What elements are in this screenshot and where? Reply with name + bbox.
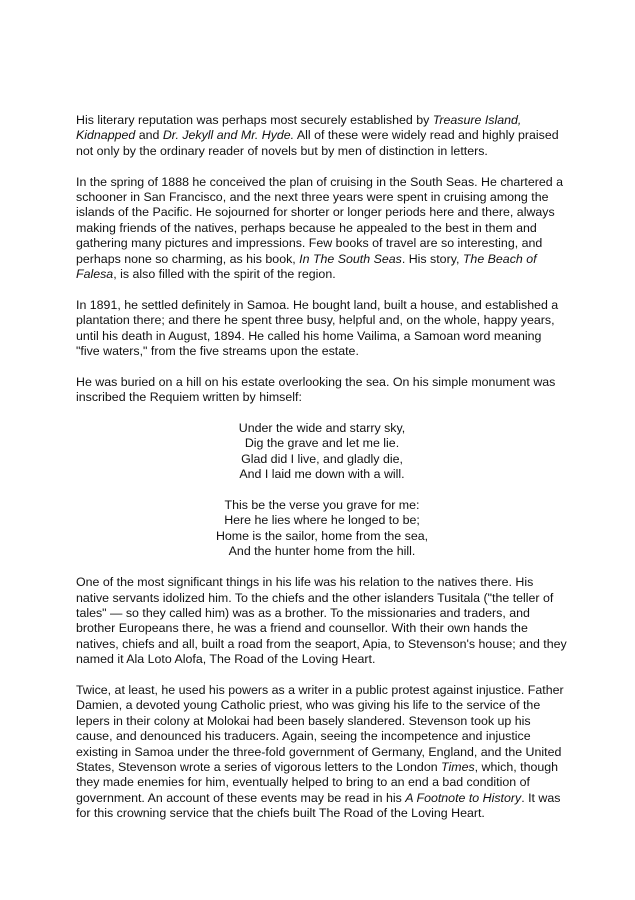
body-after-poem [76,575,568,821]
text-run: and [135,128,163,143]
text-run: . His story, [401,251,463,266]
poem-line: This be the verse you grave for me: [224,498,420,513]
poem-line: Under the wide and starry sky, [238,421,406,436]
poem-stanza [76,421,568,483]
text-run: Twice, at least, he used his powers as a writer in a public protest against injustice. Father Damien, a devoted young Catholic priest, who was giving his life to the service of the lepers in their colony at Molokai had been basely slandered. Stevenson took up his cause, and denounced his traducers. Again, seeing the incompetence and injustice existing in Samoa under the three-fold government of Germany, England, and the United States, Stevenson wrote a series of vigorous letters to the London [76,682,564,774]
paragraph [76,298,568,360]
text-run: , is also filled with the spirit of the region. [113,267,336,282]
body-before-poem [76,113,568,406]
poem-line: And I laid me down with a will. [239,467,405,482]
text-run: In 1891, he settled definitely in Samoa. He bought land, built a house, and established a plantation there; and there he spent three busy, helpful and, on the whole, happy years, until his death in August, 1894. He called his home Vailima, a Samoan word meaning "five waters," from the five streams upon the estate. [76,297,559,359]
text-run: One of the most significant things in his life was his relation to the natives there. His native servants idolized him. To the chiefs and the other islanders Tusitala ("the teller of tales" — so they called him) was as a brother. To the missionaries and traders, and brother Europeans there, he was a friend and counsellor. With their own hands the natives, chiefs and all, built a road from the seaport, Apia, to Stevenson's house; and they named it Ala Loto Alofa, The Road of the Loving Heart. [76,575,567,667]
poem-line: Dig the grave and let me lie. [244,436,400,451]
text-run: His literary reputation was perhaps most securely established by [76,113,433,127]
italic-title: Kidnapped [76,128,136,143]
paragraph [76,375,568,406]
poem-stanza [76,498,568,560]
paragraph [76,683,568,822]
text-run: , which, though they made enemies for him, eventually helped to bring to an end a bad condition of government. An account of these events may be read in his [76,759,559,805]
italic-title: The Beach of Falesa [76,251,537,282]
poem-line: Home is the sailor, home from the sea, [215,528,429,543]
paragraph [76,175,568,283]
italic-title: Times [441,759,475,774]
text-run: In the spring of 1888 he conceived the plan of cruising in the South Seas. He chartered a schooner in San Francisco, and the next three years were spent in cruising among the islands of the Pacific. He sojourned for shorter or longer periods here and there, always making friends of the natives, perhaps because he appealed to the best in them and gathering many pictures and impressions. Few books of travel are so interesting, and perhaps none so charming, as his book, [76,174,563,266]
paragraph [76,575,568,667]
italic-title: Dr. Jekyll and Mr. Hyde. [162,128,295,143]
requiem-poem [76,421,568,560]
poem-line: Here he lies where he longed to be; [224,513,420,528]
text-run: He was buried on a hill on his estate overlooking the sea. On his simple monument was inscribed the Requiem written by himself: [76,374,556,405]
poem-line: And the hunter home from the hill. [228,544,416,559]
document-page [76,113,568,837]
italic-title: Treasure Island, [432,113,522,127]
italic-title: A Footnote to History [405,790,522,805]
paragraph [76,113,568,159]
poem-line: Glad did I live, and gladly die, [241,451,403,466]
italic-title: In The South Seas [299,251,402,266]
text-run: . It was for this crowning service that the chiefs built The Road of the Loving Heart. [76,790,561,821]
text-run: All of these were widely read and highly praised not only by the ordinary reader of novels but by men of distinction in letters. [76,128,559,158]
